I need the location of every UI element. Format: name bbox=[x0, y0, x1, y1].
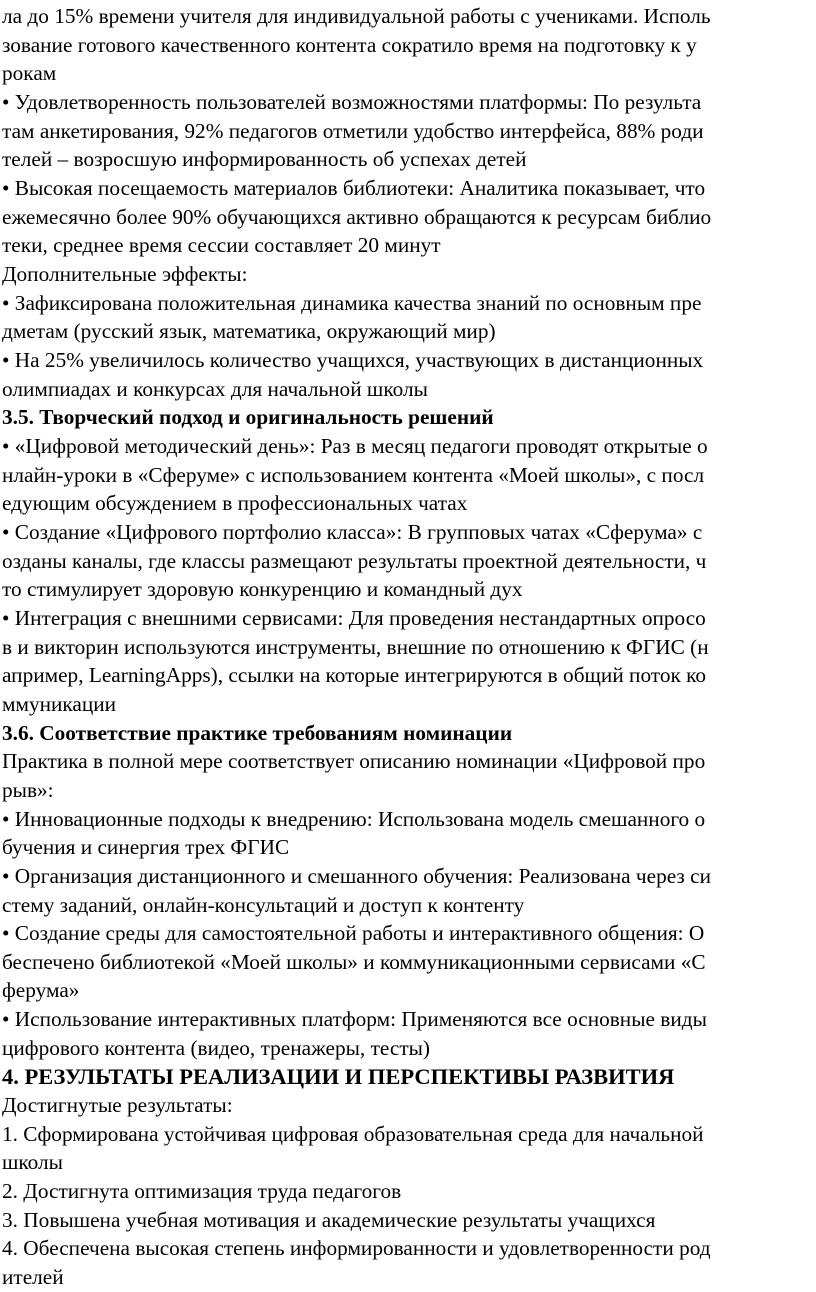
text-line: • На 25% увеличилось количество учащихся, участвующих в дистанционных bbox=[2, 347, 704, 372]
text-line: олимпиадах и конкурсах для начальной школы bbox=[2, 376, 428, 401]
text-line: • Инновационные подходы к внедрению: Использована модель смешанного о bbox=[2, 806, 706, 831]
subsection-heading: 3.5. Творческий подход и оригинальность решений bbox=[2, 405, 494, 430]
text-line: ителей bbox=[2, 1265, 64, 1289]
text-line: едующим обсуждением в профессиональных чатах bbox=[2, 491, 468, 516]
text-line: озданы каналы, где классы размещают результаты проектной деятельности, ч bbox=[2, 548, 707, 573]
text-line: цифрового контента (видео, тренажеры, тесты) bbox=[2, 1035, 431, 1060]
text-line: там анкетирования, 92% педагогов отметили удобство интерфейса, 88% роди bbox=[2, 118, 704, 143]
text-line: в и викторин используются инструменты, внешние по отношению к ФГИС (н bbox=[2, 634, 709, 659]
subsection-heading: 3.6. Соответствие практике требованиям номинации bbox=[2, 720, 513, 745]
text-line: 2. Достигнута оптимизация труда педагогов bbox=[2, 1179, 402, 1204]
text-line: школы bbox=[2, 1150, 63, 1175]
text-line: телей – возросшую информированность об успехах детей bbox=[2, 147, 527, 172]
text-line: • Высокая посещаемость материалов библиотеки: Аналитика показывает, что bbox=[2, 176, 706, 200]
text-line: • Зафиксирована положительная динамика качества знаний по основным пре bbox=[2, 290, 702, 315]
text-line: теки, среднее время сессии составляет 20 минут bbox=[2, 233, 441, 258]
text-line: бучения и синергия трех ФГИС bbox=[2, 835, 290, 860]
text-line: • Создание «Цифрового портфолио класса»: В групповых чатах «Сферума» с bbox=[2, 519, 703, 544]
text-line: то стимулирует здоровую конкуренцию и командный дух bbox=[2, 577, 523, 602]
text-line: ежемесячно более 90% обучающихся активно обращаются к ресурсам библио bbox=[2, 204, 712, 229]
section-heading: 4. РЕЗУЛЬТАТЫ РЕАЛИЗАЦИИ И ПЕРСПЕКТИВЫ РАЗВИТИЯ bbox=[2, 1064, 675, 1090]
text-line: Достигнутые результаты: bbox=[2, 1093, 233, 1118]
text-line: ла до 15% времени учителя для индивидуальной работы с учениками. Исполь bbox=[2, 4, 711, 28]
text-line: Дополнительные эффекты: bbox=[2, 261, 248, 286]
text-line: • Использование интерактивных платформ: Применяются все основные виды bbox=[2, 1007, 707, 1032]
text-line: ммуникации bbox=[2, 691, 117, 716]
text-line: • Интеграция с внешними сервисами: Для проведения нестандартных опросо bbox=[2, 605, 706, 630]
text-line: 1. Сформирована устойчивая цифровая образовательная среда для начальной bbox=[2, 1121, 704, 1146]
text-line: • Организация дистанционного и смешанного обучения: Реализована через си bbox=[2, 863, 712, 888]
text-line: • Удовлетворенность пользователей возможностями платформы: По результа bbox=[2, 90, 702, 114]
text-line: нлайн-уроки в «Сферуме» с использованием контента «Моей школы», с посл bbox=[2, 462, 705, 487]
text-line: 3. Повышена учебная мотивация и академические результаты учащихся bbox=[2, 1207, 656, 1232]
text-line: дметам (русский язык, математика, окружающий мир) bbox=[2, 319, 496, 344]
text-line: • Создание среды для самостоятельной работы и интерактивного общения: О bbox=[2, 921, 705, 946]
text-line: 4. Обеспечена высокая степень информированности и удовлетворенности род bbox=[2, 1236, 711, 1261]
text-line: ферума» bbox=[2, 978, 80, 1003]
text-line: беспечено библиотекой «Моей школы» и коммуникационными сервисами «С bbox=[2, 949, 706, 974]
text-line: рокам bbox=[2, 61, 57, 86]
text-line: зование готового качественного контента сократило время на подготовку к у bbox=[2, 32, 697, 57]
text-line: стему заданий, онлайн-консультаций и доступ к контенту bbox=[2, 892, 525, 917]
text-line: апример, LearningApps), ссылки на которые интегрируются в общий поток ко bbox=[2, 663, 707, 688]
text-line: рыв»: bbox=[2, 777, 54, 802]
text-line: • «Цифровой методический день»: Раз в месяц педагоги проводят открытые о bbox=[2, 433, 708, 458]
text-line: Практика в полной мере соответствует описанию номинации «Цифровой про bbox=[2, 749, 706, 774]
